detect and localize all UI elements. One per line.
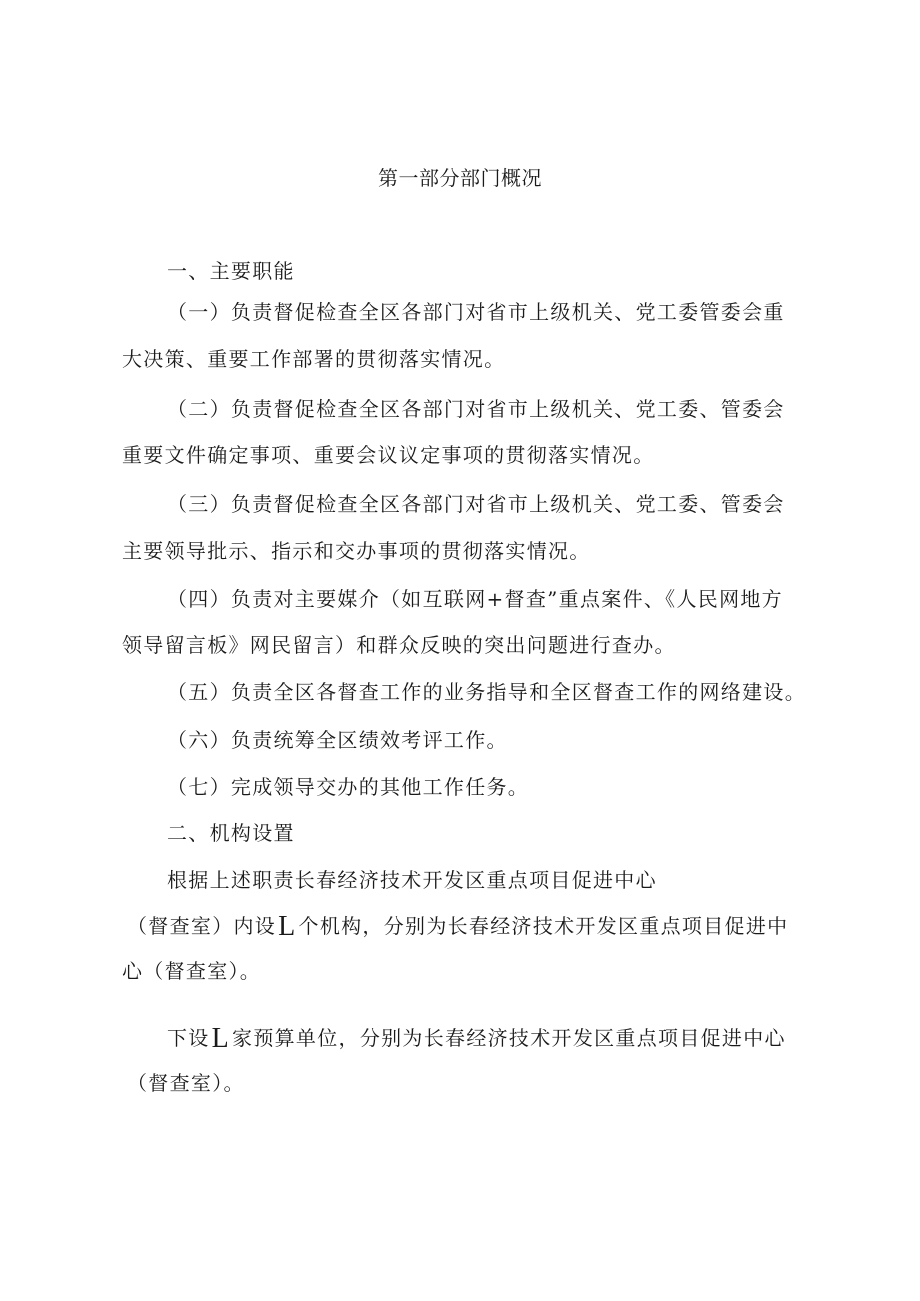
duty-2-line-2: 重要文件确定事项、重要会议议定事项的贯彻落实情况。 xyxy=(122,443,655,467)
org-line-2-suffix: 个机构，分别为长春经济技术开发区重点项目促进中 xyxy=(298,914,789,938)
page-title: 第一部分部门概况 xyxy=(378,166,542,190)
duty-7: （七）完成领导交办的其他工作任务。 xyxy=(167,775,530,799)
duty-6: （六）负责统筹全区绩效考评工作。 xyxy=(167,728,508,752)
duty-4-line-1: （四）负责对主要媒介（如互联网+督查”重点案件、《人民网地方 xyxy=(167,587,783,611)
duty-2-line-1: （二）负责督促检查全区各部门对省市上级机关、党工委、管委会 xyxy=(167,397,785,421)
duty-4-line-2: 领导留言板》网民留言）和群众反映的突出问题进行查办。 xyxy=(122,633,676,657)
budget-line-suffix: 家预算单位，分别为长春经济技术开发区重点项目促进中心 xyxy=(232,1026,786,1050)
duty-5: （五）负责全区各督查工作的业务指导和全区督查工作的网络建设。 xyxy=(167,680,806,704)
org-paragraph-1-line-3: 心（督查室）。 xyxy=(122,959,262,983)
org-paragraph-1-line-1: 根据上述职责长春经济技术开发区重点项目促进中心 xyxy=(167,868,657,892)
budget-unit-count-value: L xyxy=(211,1023,231,1054)
budget-line-prefix: 下设 xyxy=(167,1026,210,1050)
duty-3-line-2: 主要领导批示、指示和交办事项的贯彻落实情况。 xyxy=(122,539,591,563)
duty-1-line-1: （一）负责督促检查全区各部门对省市上级机关、党工委管委会重 xyxy=(167,300,785,324)
org-line-2-prefix: （督查室）内设 xyxy=(127,914,277,938)
duty-3-line-1: （三）负责督促检查全区各部门对省市上级机关、党工委、管委会 xyxy=(167,492,785,516)
org-paragraph-2-line-1 xyxy=(167,1024,786,1053)
section-heading-functions: 一、主要职能 xyxy=(167,259,295,283)
org-paragraph-1-line-2 xyxy=(127,912,788,941)
org-paragraph-2-line-2: （督查室）。 xyxy=(127,1071,245,1095)
duty-1-line-2: 大决策、重要工作部署的贯彻落实情况。 xyxy=(122,347,506,371)
section-heading-organization: 二、机构设置 xyxy=(167,821,295,845)
org-count-value: L xyxy=(278,911,297,942)
